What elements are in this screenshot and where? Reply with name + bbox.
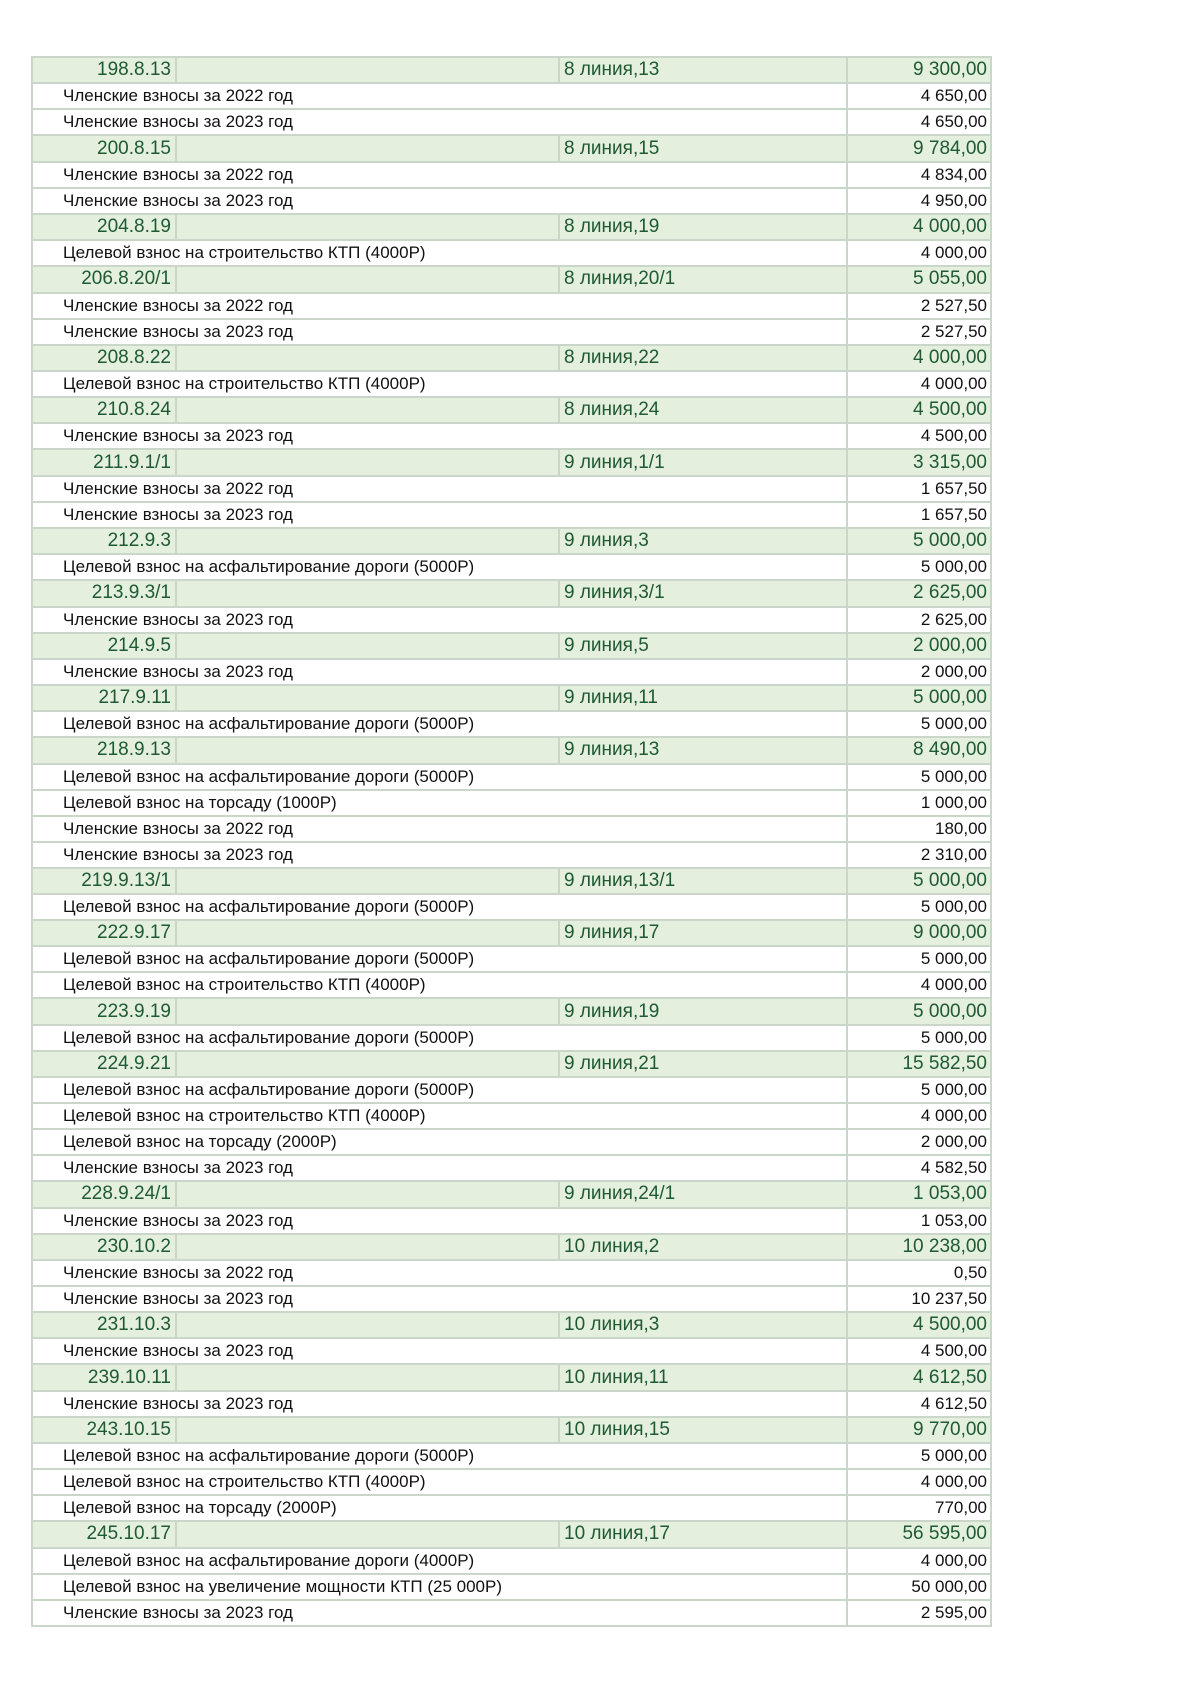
payment-amount: 4 582,50 — [847, 1155, 991, 1181]
empty-cell — [176, 1234, 559, 1260]
payment-amount: 5 000,00 — [847, 711, 991, 737]
plot-address: 8 линия,20/1 — [559, 266, 847, 292]
plot-address: 8 линия,13 — [559, 57, 847, 83]
plot-address: 8 линия,15 — [559, 135, 847, 161]
payment-amount: 1 657,50 — [847, 502, 991, 528]
plot-header-row — [32, 1521, 991, 1547]
empty-cell — [176, 1181, 559, 1207]
plot-code-text: 243.10.15 — [86, 1419, 171, 1440]
payment-detail-row — [32, 1025, 991, 1051]
payment-amount: 4 000,00 — [847, 240, 991, 266]
plot-code — [32, 685, 176, 711]
payment-description: Целевой взнос на асфальтирование дороги (5000Р) — [32, 764, 847, 790]
plot-address: 10 линия,2 — [559, 1234, 847, 1260]
plot-code — [32, 1181, 176, 1207]
payment-detail-row — [32, 659, 991, 685]
payment-description: Членские взносы за 2023 год — [32, 1600, 847, 1626]
plot-code-text: 212.9.3 — [107, 529, 171, 551]
payment-detail-row — [32, 502, 991, 528]
empty-cell — [176, 1312, 559, 1338]
plot-code — [32, 737, 176, 763]
plot-total: 9 000,00 — [847, 920, 991, 946]
plot-code — [32, 1234, 176, 1260]
plot-header-row — [32, 266, 991, 292]
plot-total: 10 238,00 — [847, 1234, 991, 1260]
plot-total: 5 000,00 — [847, 868, 991, 894]
payment-detail-row — [32, 1260, 991, 1286]
empty-cell — [176, 345, 559, 371]
empty-cell — [176, 528, 559, 554]
payment-description: Целевой взнос на асфальтирование дороги (4000Р) — [32, 1548, 847, 1574]
plot-code-text: 198.8.13 — [97, 59, 171, 81]
payment-amount: 1 657,50 — [847, 476, 991, 502]
payment-amount: 4 612,50 — [847, 1391, 991, 1417]
empty-cell — [176, 1521, 559, 1547]
plot-address: 10 линия,15 — [559, 1417, 847, 1443]
plot-address: 9 линия,17 — [559, 920, 847, 946]
plot-header-row — [32, 998, 991, 1024]
empty-cell — [176, 998, 559, 1024]
plot-code — [32, 528, 176, 554]
plot-header-row — [32, 528, 991, 554]
payment-detail-row — [32, 423, 991, 449]
plot-total: 4 500,00 — [847, 1312, 991, 1338]
payment-detail-row — [32, 109, 991, 135]
empty-cell — [176, 685, 559, 711]
payment-amount: 2 595,00 — [847, 1600, 991, 1626]
payment-amount: 1 053,00 — [847, 1208, 991, 1234]
payment-detail-row — [32, 607, 991, 633]
plot-address: 9 линия,13/1 — [559, 868, 847, 894]
plot-code — [32, 397, 176, 423]
payment-amount: 2 625,00 — [847, 607, 991, 633]
payment-amount: 4 000,00 — [847, 1103, 991, 1129]
plot-code — [32, 135, 176, 161]
payment-detail-row — [32, 1286, 991, 1312]
plot-code-text: 218.9.13 — [97, 739, 171, 761]
plot-code-text: 224.9.21 — [97, 1053, 171, 1075]
payment-description: Целевой взнос на асфальтирование дороги (5000Р) — [32, 1443, 847, 1469]
plot-header-row — [32, 868, 991, 894]
payment-detail-row — [32, 946, 991, 972]
plot-address: 9 линия,3 — [559, 528, 847, 554]
empty-cell — [176, 214, 559, 240]
payment-detail-row — [32, 554, 991, 580]
payment-amount: 4 950,00 — [847, 188, 991, 214]
plot-code-text: 210.8.24 — [97, 399, 171, 421]
payment-description: Членские взносы за 2023 год — [32, 109, 847, 135]
payment-detail-row — [32, 1129, 991, 1155]
plot-address: 10 линия,17 — [559, 1521, 847, 1547]
plot-code-text: 231.10.3 — [97, 1314, 171, 1336]
plot-total: 3 315,00 — [847, 449, 991, 475]
payment-description: Целевой взнос на асфальтирование дороги (5000Р) — [32, 554, 847, 580]
payment-amount: 10 237,50 — [847, 1286, 991, 1312]
plot-address: 9 линия,24/1 — [559, 1181, 847, 1207]
payment-detail-row — [32, 293, 991, 319]
plot-code-text: 230.10.2 — [97, 1235, 171, 1257]
payment-amount: 4 834,00 — [847, 162, 991, 188]
plot-code-text: 214.9.5 — [107, 634, 171, 656]
payment-description: Целевой взнос на асфальтирование дороги (5000Р) — [32, 1025, 847, 1051]
payment-detail-row — [32, 1338, 991, 1364]
plot-code-text: 211.9.1/1 — [93, 451, 171, 473]
payment-detail-row — [32, 476, 991, 502]
payment-amount: 2 527,50 — [847, 319, 991, 345]
plot-header-row — [32, 57, 991, 83]
payment-amount: 180,00 — [847, 816, 991, 842]
payment-amount: 4 000,00 — [847, 972, 991, 998]
plot-code — [32, 345, 176, 371]
plot-header-row — [32, 685, 991, 711]
payment-description: Целевой взнос на увеличение мощности КТП (25 000Р) — [32, 1574, 847, 1600]
plot-total: 4 500,00 — [847, 397, 991, 423]
plot-code — [32, 1312, 176, 1338]
payment-amount: 2 000,00 — [847, 1129, 991, 1155]
payment-detail-row — [32, 764, 991, 790]
payment-detail-row — [32, 371, 991, 397]
payment-amount: 1 000,00 — [847, 790, 991, 816]
empty-cell — [176, 1051, 559, 1077]
payment-amount: 5 000,00 — [847, 1077, 991, 1103]
payment-description: Членские взносы за 2022 год — [32, 293, 847, 319]
plot-total: 9 784,00 — [847, 135, 991, 161]
plot-code — [32, 449, 176, 475]
payment-detail-row — [32, 319, 991, 345]
empty-cell — [176, 737, 559, 763]
plot-address: 9 линия,11 — [559, 685, 847, 711]
payment-description: Целевой взнос на асфальтирование дороги (5000Р) — [32, 1077, 847, 1103]
plot-code — [32, 1417, 176, 1443]
payment-description: Членские взносы за 2022 год — [32, 162, 847, 188]
plot-address: 8 линия,22 — [559, 345, 847, 371]
payment-amount: 5 000,00 — [847, 554, 991, 580]
empty-cell — [176, 868, 559, 894]
payment-description: Членские взносы за 2023 год — [32, 188, 847, 214]
plot-code — [32, 580, 176, 606]
plot-total: 9 300,00 — [847, 57, 991, 83]
payment-amount: 0,50 — [847, 1260, 991, 1286]
plot-address: 9 линия,19 — [559, 998, 847, 1024]
plot-address: 9 линия,1/1 — [559, 449, 847, 475]
payment-description: Членские взносы за 2022 год — [32, 83, 847, 109]
plot-code-text: 222.9.17 — [97, 922, 171, 944]
payment-amount: 2 310,00 — [847, 842, 991, 868]
payment-detail-row — [32, 162, 991, 188]
payment-description: Членские взносы за 2023 год — [32, 1338, 847, 1364]
payment-amount: 2 527,50 — [847, 293, 991, 319]
empty-cell — [176, 135, 559, 161]
payment-description: Членские взносы за 2023 год — [32, 1155, 847, 1181]
payment-amount: 4 000,00 — [847, 1548, 991, 1574]
payment-description: Целевой взнос на асфальтирование дороги (5000Р) — [32, 711, 847, 737]
plot-code — [32, 920, 176, 946]
payment-amount: 2 000,00 — [847, 659, 991, 685]
plot-code — [32, 868, 176, 894]
payment-detail-row — [32, 790, 991, 816]
payment-description: Целевой взнос на строительство КТП (4000Р) — [32, 972, 847, 998]
plot-total: 5 000,00 — [847, 528, 991, 554]
payment-description: Членские взносы за 2023 год — [32, 607, 847, 633]
plot-header-row — [32, 449, 991, 475]
payment-amount: 4 000,00 — [847, 1469, 991, 1495]
plot-code-text: 200.8.15 — [97, 137, 171, 159]
payment-description: Целевой взнос на торсаду (1000Р) — [32, 790, 847, 816]
plot-total: 5 000,00 — [847, 685, 991, 711]
empty-cell — [176, 580, 559, 606]
payment-description: Целевой взнос на торсаду (2000Р) — [32, 1495, 847, 1521]
payment-detail-row — [32, 83, 991, 109]
empty-cell — [176, 633, 559, 659]
payment-description: Членские взносы за 2022 год — [32, 1260, 847, 1286]
payment-detail-row — [32, 188, 991, 214]
plot-address: 8 линия,19 — [559, 214, 847, 240]
plot-header-row — [32, 1181, 991, 1207]
empty-cell — [176, 449, 559, 475]
plot-code — [32, 57, 176, 83]
payment-detail-row — [32, 1391, 991, 1417]
plot-header-row — [32, 737, 991, 763]
payment-description: Членские взносы за 2023 год — [32, 502, 847, 528]
payment-amount: 4 650,00 — [847, 109, 991, 135]
plot-header-row — [32, 1364, 991, 1390]
empty-cell — [176, 397, 559, 423]
plot-header-row — [32, 135, 991, 161]
payment-amount: 770,00 — [847, 1495, 991, 1521]
plot-code-text: 206.8.20/1 — [81, 268, 171, 290]
empty-cell — [176, 920, 559, 946]
plot-total: 1 053,00 — [847, 1181, 991, 1207]
payment-detail-row — [32, 972, 991, 998]
payment-detail-row — [32, 1574, 991, 1600]
plot-address: 10 линия,11 — [559, 1364, 847, 1390]
payment-amount: 4 000,00 — [847, 371, 991, 397]
plot-total: 4 612,50 — [847, 1364, 991, 1390]
payment-amount: 5 000,00 — [847, 946, 991, 972]
plot-total: 56 595,00 — [847, 1521, 991, 1547]
plot-header-row — [32, 633, 991, 659]
plot-header-row — [32, 580, 991, 606]
payments-table-body — [32, 57, 991, 1626]
payment-detail-row — [32, 1548, 991, 1574]
payment-detail-row — [32, 1495, 991, 1521]
plot-total: 5 000,00 — [847, 998, 991, 1024]
plot-code — [32, 1364, 176, 1390]
plot-total: 15 582,50 — [847, 1051, 991, 1077]
empty-cell — [176, 1364, 559, 1390]
plot-total: 8 490,00 — [847, 737, 991, 763]
payment-detail-row — [32, 1077, 991, 1103]
payment-description: Целевой взнос на асфальтирование дороги (5000Р) — [32, 894, 847, 920]
plot-code — [32, 998, 176, 1024]
payment-description: Целевой взнос на асфальтирование дороги (5000Р) — [32, 946, 847, 972]
plot-code — [32, 1051, 176, 1077]
payment-amount: 50 000,00 — [847, 1574, 991, 1600]
plot-header-row — [32, 214, 991, 240]
payment-detail-row — [32, 1103, 991, 1129]
plot-address: 8 линия,24 — [559, 397, 847, 423]
plot-code — [32, 266, 176, 292]
payment-amount: 5 000,00 — [847, 764, 991, 790]
payment-description: Целевой взнос на строительство КТП (4000Р) — [32, 1103, 847, 1129]
payment-amount: 5 000,00 — [847, 1443, 991, 1469]
empty-cell — [176, 57, 559, 83]
payment-amount: 4 650,00 — [847, 83, 991, 109]
payment-description: Целевой взнос на строительство КТП (4000Р) — [32, 371, 847, 397]
plot-header-row — [32, 1051, 991, 1077]
empty-cell — [176, 266, 559, 292]
payment-description: Целевой взнос на строительство КТП (4000Р) — [32, 240, 847, 266]
payment-detail-row — [32, 1155, 991, 1181]
payment-detail-row — [32, 894, 991, 920]
payment-amount: 4 500,00 — [847, 423, 991, 449]
plot-code — [32, 1521, 176, 1547]
plot-code-text: 204.8.19 — [97, 215, 171, 237]
plot-code-text: 245.10.17 — [86, 1523, 171, 1545]
plot-code-text: 219.9.13/1 — [81, 869, 171, 891]
payment-description: Членские взносы за 2022 год — [32, 816, 847, 842]
payment-amount: 4 500,00 — [847, 1338, 991, 1364]
plot-code-text: 208.8.22 — [97, 346, 171, 368]
payment-amount: 5 000,00 — [847, 894, 991, 920]
plot-code-text: 213.9.3/1 — [91, 582, 171, 604]
plot-code-text: 239.10.11 — [87, 1366, 171, 1388]
payment-detail-row — [32, 240, 991, 266]
payment-description: Членские взносы за 2023 год — [32, 1286, 847, 1312]
payment-detail-row — [32, 816, 991, 842]
plot-address: 9 линия,3/1 — [559, 580, 847, 606]
payment-detail-row — [32, 1469, 991, 1495]
plot-header-row — [32, 1312, 991, 1338]
plot-total: 5 055,00 — [847, 266, 991, 292]
plot-total: 4 000,00 — [847, 345, 991, 371]
payment-description: Членские взносы за 2023 год — [32, 1208, 847, 1234]
payment-detail-row — [32, 1600, 991, 1626]
plot-header-row — [32, 345, 991, 371]
plot-code — [32, 214, 176, 240]
payments-table — [31, 56, 992, 1627]
payment-amount: 5 000,00 — [847, 1025, 991, 1051]
payment-detail-row — [32, 842, 991, 868]
plot-address: 9 линия,5 — [559, 633, 847, 659]
payment-description: Членские взносы за 2022 год — [32, 476, 847, 502]
payment-detail-row — [32, 1208, 991, 1234]
plot-header-row — [32, 1417, 991, 1443]
payment-description: Целевой взнос на строительство КТП (4000Р) — [32, 1469, 847, 1495]
payment-description: Членские взносы за 2023 год — [32, 423, 847, 449]
plot-code-text: 217.9.11 — [98, 687, 171, 709]
payment-description: Целевой взнос на торсаду (2000Р) — [32, 1129, 847, 1155]
plot-total: 4 000,00 — [847, 214, 991, 240]
empty-cell — [176, 1417, 559, 1443]
plot-header-row — [32, 397, 991, 423]
payment-description: Членские взносы за 2023 год — [32, 319, 847, 345]
plot-total: 9 770,00 — [847, 1417, 991, 1443]
payment-detail-row — [32, 1443, 991, 1469]
plot-header-row — [32, 1234, 991, 1260]
payment-description: Членские взносы за 2023 год — [32, 1391, 847, 1417]
plot-code-text: 223.9.19 — [97, 1000, 171, 1022]
plot-address: 9 линия,13 — [559, 737, 847, 763]
plot-code-text: 228.9.24/1 — [81, 1183, 171, 1205]
payment-description: Членские взносы за 2023 год — [32, 842, 847, 868]
plot-address: 9 линия,21 — [559, 1051, 847, 1077]
plot-header-row — [32, 920, 991, 946]
plot-total: 2 625,00 — [847, 580, 991, 606]
plot-address: 10 линия,3 — [559, 1312, 847, 1338]
plot-code — [32, 633, 176, 659]
payment-description: Членские взносы за 2023 год — [32, 659, 847, 685]
payment-detail-row — [32, 711, 991, 737]
plot-total: 2 000,00 — [847, 633, 991, 659]
